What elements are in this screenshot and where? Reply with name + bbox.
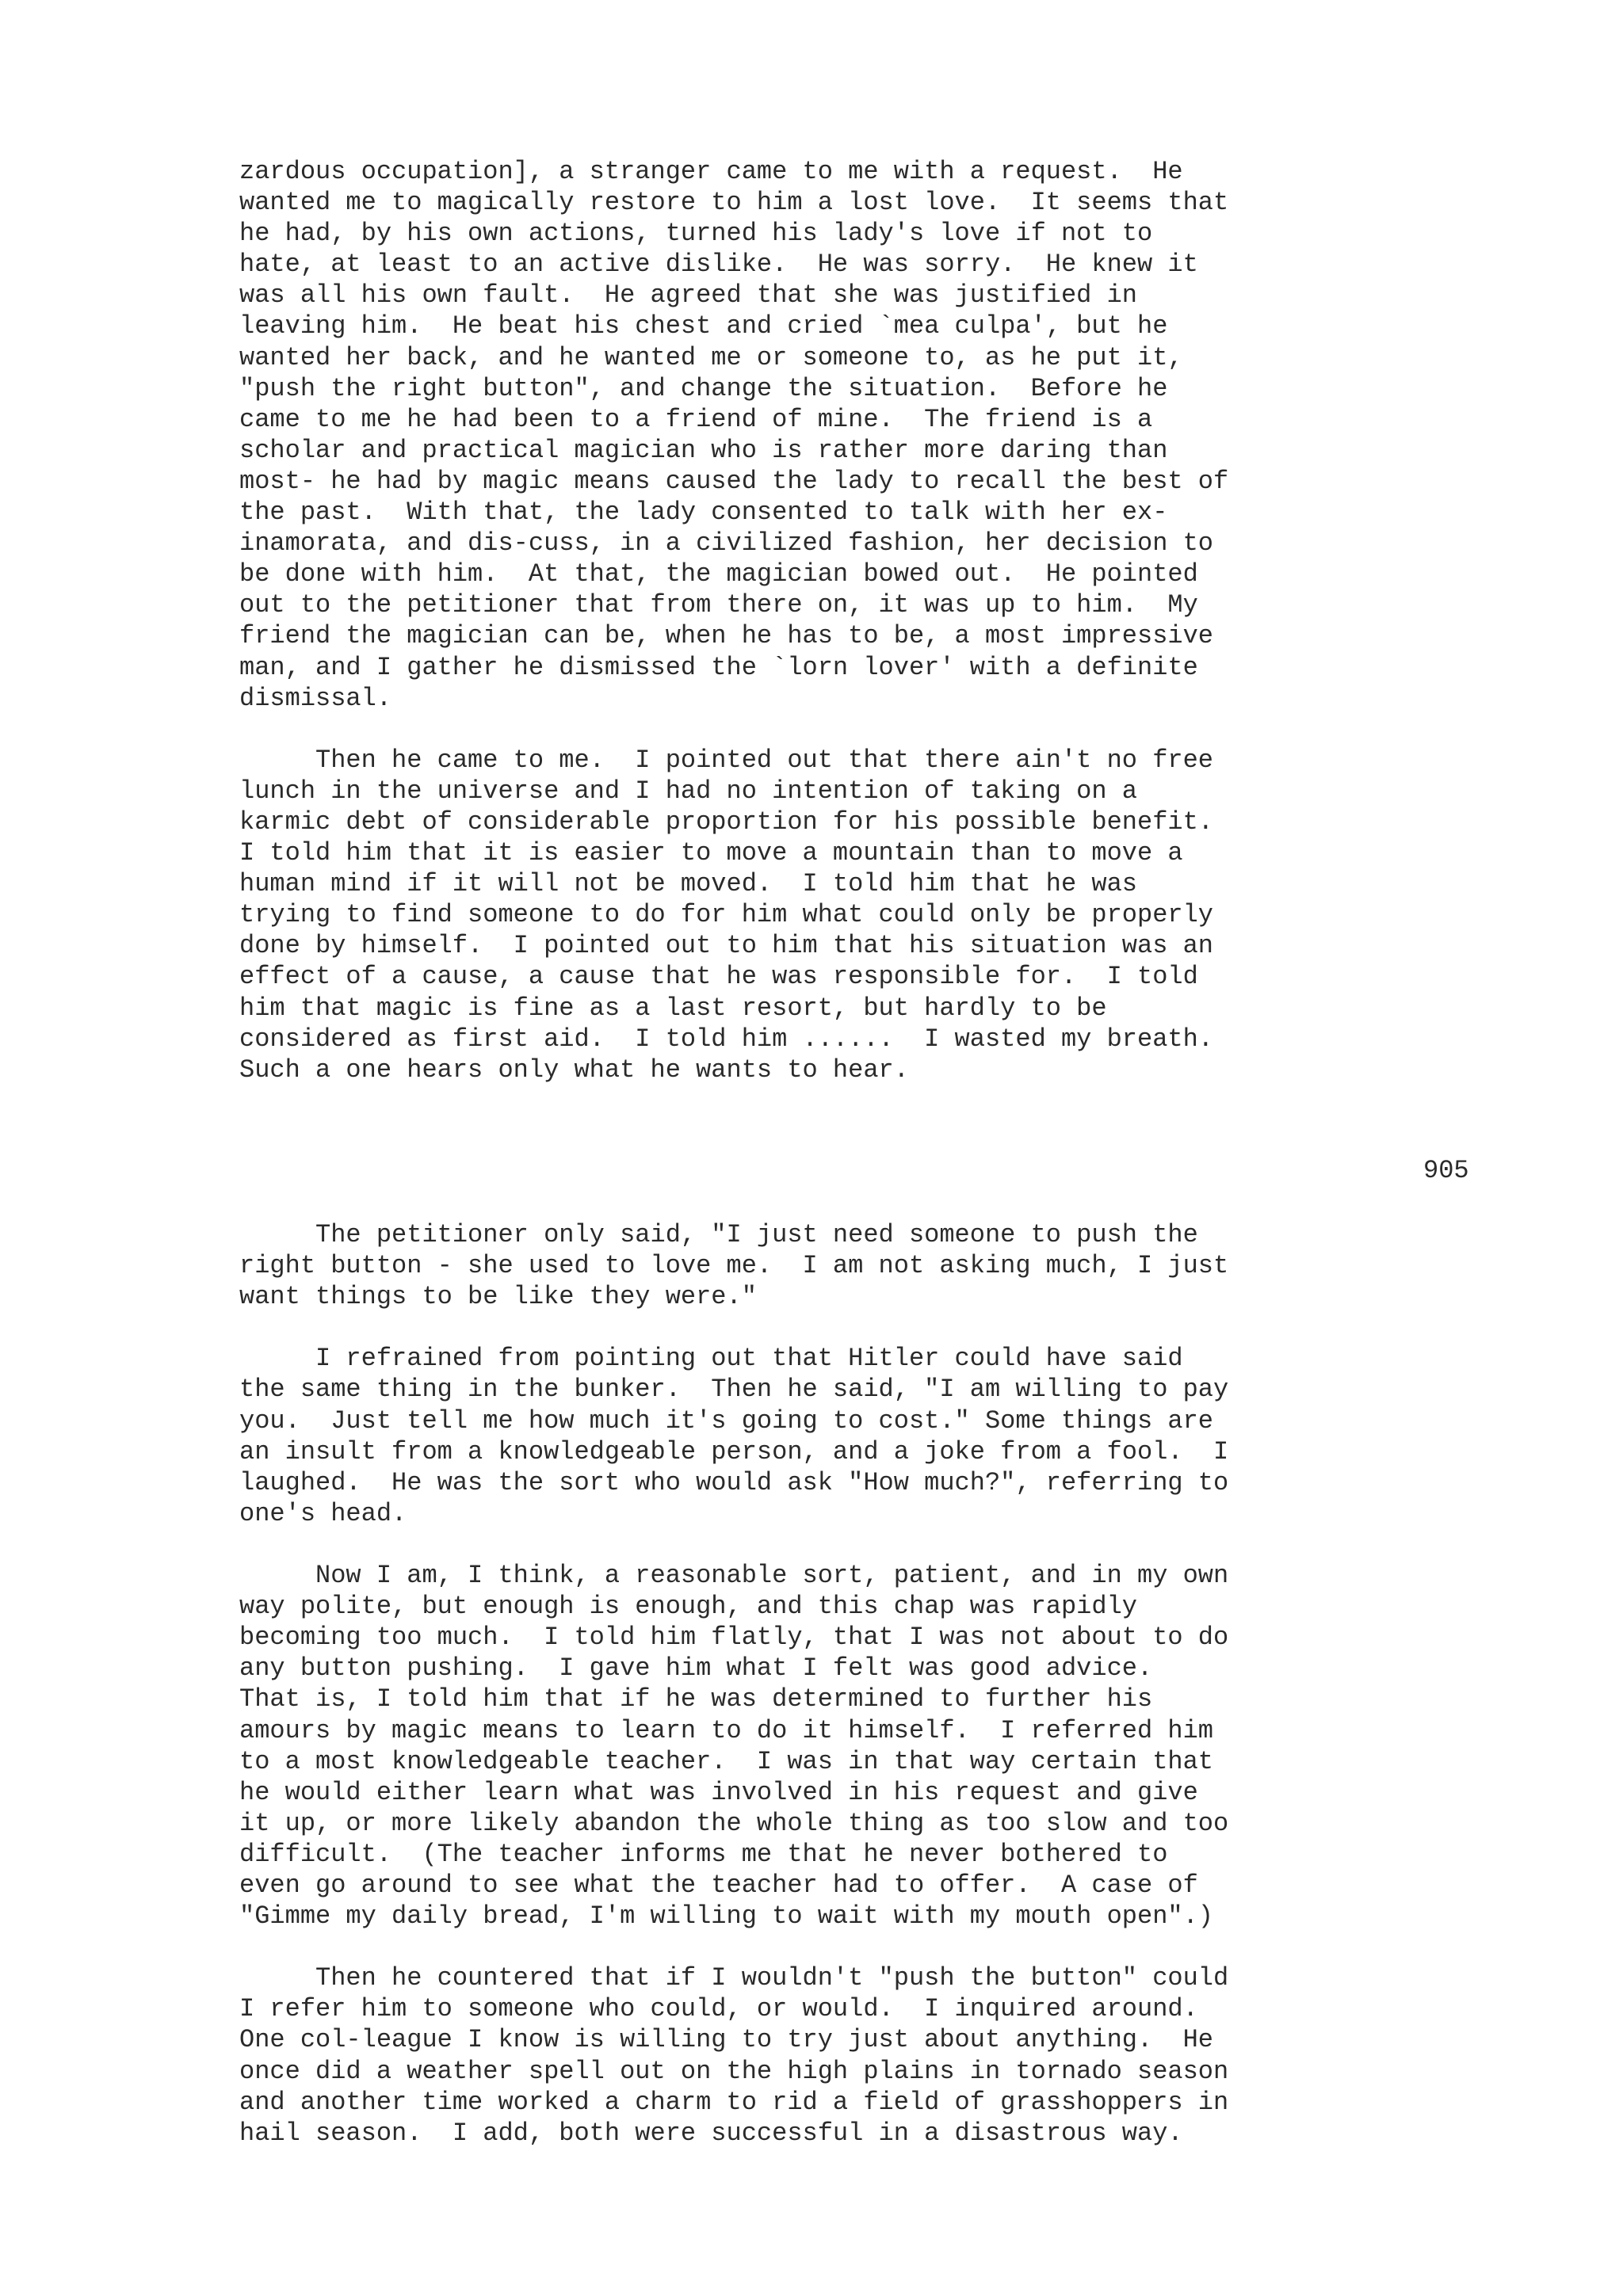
page-number: 905 [1423,1156,1469,1185]
body-text-top: zardous occupation], a stranger came to me with a request. He wanted me to magically restore to him a lost love. It seems that he had, by his own actions, turned his lady's love if not to hate, at least to an active dislike. He was sorry. He knew it was all his own fault. He agreed that she was justified in leaving him. He beat his chest and cried `mea culpa', but he wanted her back, and he wanted me or someone to, as he put it, "push the right button", and change the situation. Before he came to me he had been to a friend of mine. The friend is a scholar and practical magician who is rather more daring than most- he had by magic means caused the lady to recall the best of the past. With that, the lady consented to talk with her ex- inamorata, and dis-cuss, in a civilized fashion, her decision to be done with him. At that, the magician bowed out. He pointed out to the petitioner that from there on, it was up to him. My friend the magician can be, when he has to be, a most impressive man, and I gather he dismissed the `lorn lover' with a definite dismissal. Then he came to me. I pointed out that there ain't no free lunch in the universe and I had no intention of taking on a karmic debt of considerable proportion for his possible benefit. I told him that it is easier to move a mountain than to move a human mind if it will not be moved. I told him that he was trying to find someone to do for him what could only be properly done by himself. I pointed out to him that his situation was an effect of a cause, a cause that he was responsible for. I told him that magic is fine as a last resort, but hardly to be considered as first aid. I told him ...... I wasted my breath. Such a one hears only what he wants to hear. [239,157,1229,1085]
body-text-bottom: The petitioner only said, "I just need someone to push the right button - she used to love me. I am not asking much, I just want things to be like they were." I refrained from pointing out that Hitler could have said the same thing in the bunker. Then he said, "I am willing to pay you. Just tell me how much it's going to cost." Some things are an insult from a knowledgeable person, and a joke from a fool. I laughed. He was the sort who would ask "How much?", referring to one's head. Now I am, I think, a reasonable sort, patient, and in my own way polite, but enough is enough, and this chap was rapidly becoming too much. I told him flatly, that I was not about to do any button pushing. I gave him what I felt was good advice. That is, I told him that if he was determined to further his amours by magic means to learn to do it himself. I referred him to a most knowledgeable teacher. I was in that way certain that he would either learn what was involved in his request and give it up, or more likely abandon the whole thing as too slow and too difficult. (The teacher informs me that he never bothered to even go around to see what the teacher had to offer. A case of "Gimme my daily bread, I'm willing to wait with my mouth open".) Then he countered that if I wouldn't "push the button" could I refer him to someone who could, or would. I inquired around. One col-league I know is willing to try just about anything. He once did a weather spell out on the high plains in tornado season and another time worked a charm to rid a field of grasshoppers in hail season. I add, both were successful in a disastrous way. [239,1220,1229,2148]
